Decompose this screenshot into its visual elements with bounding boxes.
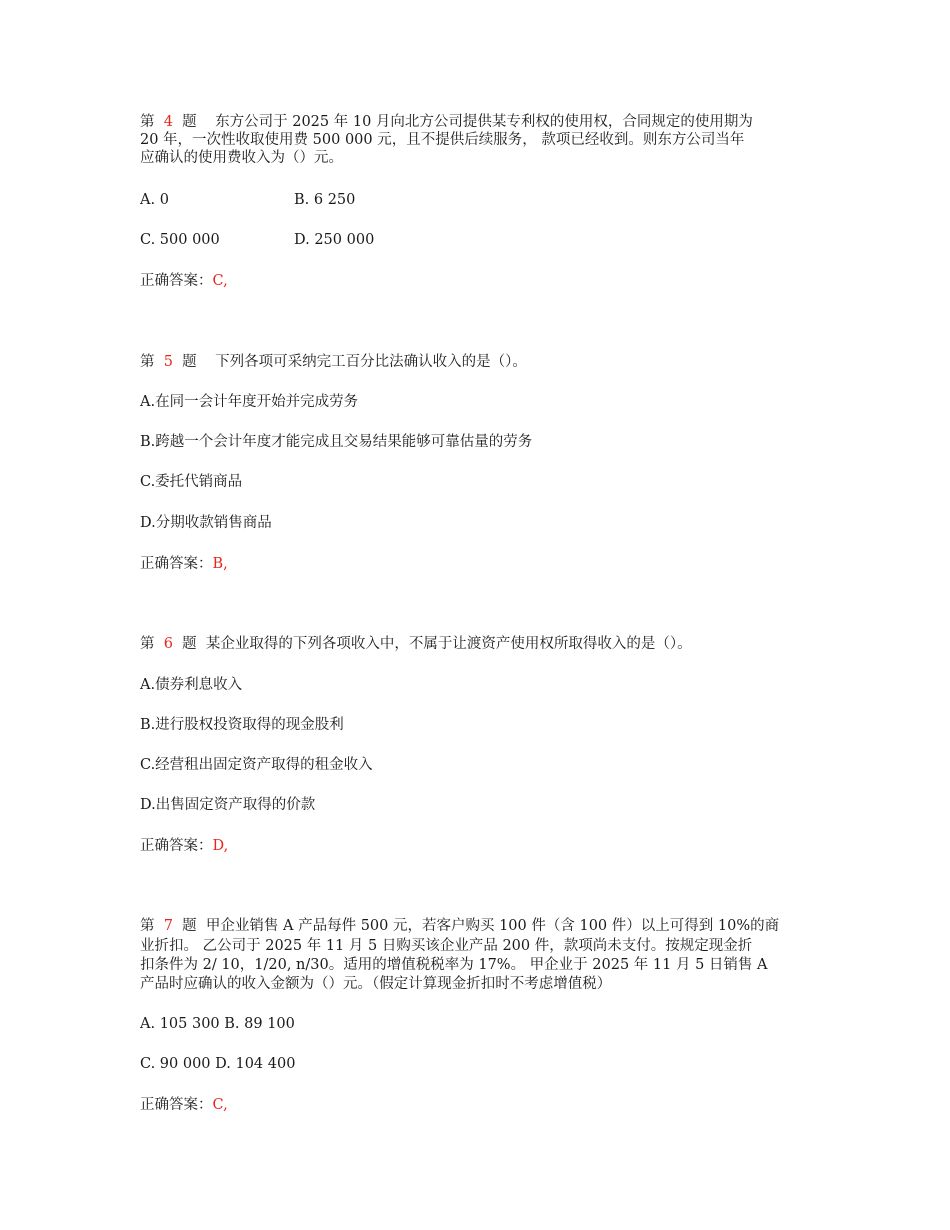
question-7-stem-line-2: 业折扣。 乙公司于 2025 年 11 月 5 日购买该企业产品 200 件，款项尚未支付。按规定现金折 xyxy=(140,938,753,954)
option-d: D. 250 000 xyxy=(294,232,375,248)
answer-value: C, xyxy=(212,1097,228,1113)
question-suffix: 题 xyxy=(182,636,197,652)
option-d: D.分期收款销售商品 xyxy=(140,515,272,531)
stem-text: 下列各项可采纳完工百分比法确认收入的是（）。 xyxy=(215,354,527,370)
question-7-stem-line-4: 产品时应确认的收入金额为（）元。（假定计算现金折扣时不考虑增值税） xyxy=(140,976,612,992)
answer-label: 正确答案： xyxy=(140,1097,213,1113)
option-a: A. 0 xyxy=(140,192,169,208)
question-4-stem-line-2: 20 年，一次性收取使用费 500 000 元，且不提供后续服务， 款项已经收到。则东方公司当年 xyxy=(140,132,745,148)
answer-value: B, xyxy=(212,556,228,572)
stem-text: 甲企业销售 A 产品每件 500 元，若客户购买 100 件（含 100 件）以上可得到 10%的商 xyxy=(205,918,780,934)
question-7-stem-line-1 xyxy=(140,917,779,935)
stem-text: 某企业取得的下列各项收入中，不属于让渡资产使用权所取得收入的是（）。 xyxy=(205,636,692,652)
option-a: A.债券利息收入 xyxy=(140,677,243,693)
question-5-stem xyxy=(140,353,527,371)
options-row-1: A. 105 300 B. 89 100 xyxy=(140,1016,295,1032)
answer-value: C, xyxy=(212,273,228,289)
option-b: B. 6 250 xyxy=(294,192,356,208)
question-7-stem-line-3: 扣条件为 2/ 10，1/20, n/30。适用的增值税税率为 17%。 甲企业于 2025 年 11 月 5 日销售 A xyxy=(140,957,768,973)
answer-value: D, xyxy=(212,838,229,854)
question-number: 7 xyxy=(163,918,173,934)
option-c: C.经营租出固定资产取得的租金收入 xyxy=(140,757,373,773)
question-number: 5 xyxy=(163,354,173,370)
option-c: C. 500 000 xyxy=(140,232,220,248)
question-suffix: 题 xyxy=(182,918,197,934)
question-prefix: 第 xyxy=(140,114,155,130)
option-a: A.在同一会计年度开始并完成劳务 xyxy=(140,394,359,410)
question-6-stem xyxy=(140,635,692,653)
answer-label: 正确答案： xyxy=(140,556,213,572)
question-suffix: 题 xyxy=(182,114,197,130)
question-prefix: 第 xyxy=(140,354,155,370)
option-b: B.进行股权投资取得的现金股利 xyxy=(140,717,344,733)
question-suffix: 题 xyxy=(182,354,197,370)
question-number: 4 xyxy=(163,114,173,130)
answer-line xyxy=(140,555,228,573)
question-prefix: 第 xyxy=(140,636,155,652)
stem-text: 东方公司于 2025 年 10 月向北方公司提供某专利权的使用权，合同规定的使用期为 xyxy=(215,114,753,130)
question-prefix: 第 xyxy=(140,918,155,934)
question-number: 6 xyxy=(163,636,173,652)
answer-line xyxy=(140,1096,228,1114)
question-4-stem-line-3: 应确认的使用费收入为（）元。 xyxy=(140,150,343,166)
answer-line xyxy=(140,272,228,290)
question-4-stem-line-1 xyxy=(140,113,753,131)
options-row-2: C. 90 000 D. 104 400 xyxy=(140,1056,296,1072)
option-d: D.出售固定资产取得的价款 xyxy=(140,797,316,813)
answer-label: 正确答案： xyxy=(140,273,213,289)
option-b: B.跨越一个会计年度才能完成且交易结果能够可靠估量的劳务 xyxy=(140,434,533,450)
answer-label: 正确答案： xyxy=(140,838,213,854)
option-c: C.委托代销商品 xyxy=(140,474,243,490)
answer-line xyxy=(140,837,228,855)
